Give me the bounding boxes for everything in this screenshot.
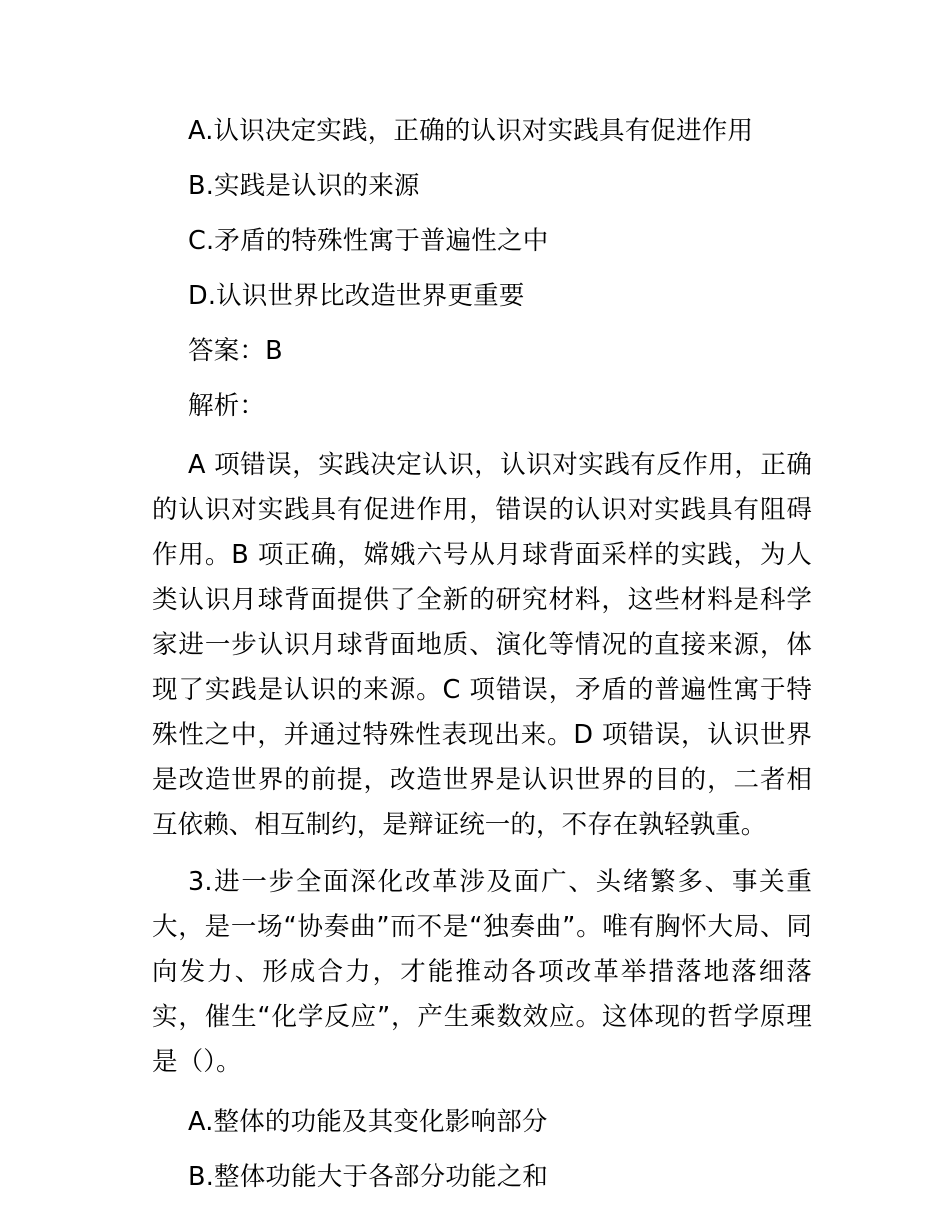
- question-2-answer: 答案：B: [188, 336, 283, 366]
- question-2-analysis-text: A 项错误，实践决定认识，认识对实践有反作用，正确的认识对实践具有促进作用，错误的认识对实践具有阻碍作用。B 项正确，嫦娥六号从月球背面采样的实践，为人类认识月球背面提供了全新的研究材料，这些材料是科学家进一步认识月球背面地质、演化等情况的直接来源，体现了实践是认识的来源。C 项错误，矛盾的普遍性寓于特殊性之中，并通过特殊性表现出来。D 项错误，认识世界是改造世界的前提，改造世界是认识世界的目的，二者相互依赖、相互制约，是辩证统一的，不存在孰轻孰重。: [152, 450, 812, 840]
- question-3-option-b: B.整体功能大于各部分功能之和: [188, 1162, 549, 1192]
- question-2-analysis-label: 解析：: [188, 391, 266, 421]
- question-2-option-d: D.认识世界比改造世界更重要: [188, 281, 525, 311]
- question-2-option-b: B.实践是认识的来源: [188, 171, 420, 201]
- question-3-option-a: A.整体的功能及其变化影响部分: [188, 1107, 548, 1137]
- question-2-option-a: A.认识决定实践，正确的认识对实践具有促进作用: [188, 116, 754, 146]
- question-2-option-c: C.矛盾的特殊性寓于普遍性之中: [188, 226, 549, 256]
- document-text-column: [152, 104, 812, 1205]
- question-3-stem: 3.进一步全面深化改革涉及面广、头绪繁多、事关重大，是一场“协奏曲”而不是“独奏曲”。唯有胸怀大局、同向发力、形成合力，才能推动各项改革举措落地落细落实，催生“化学反应”，产生乘数效应。这体现的哲学原理是（）。: [152, 867, 812, 1077]
